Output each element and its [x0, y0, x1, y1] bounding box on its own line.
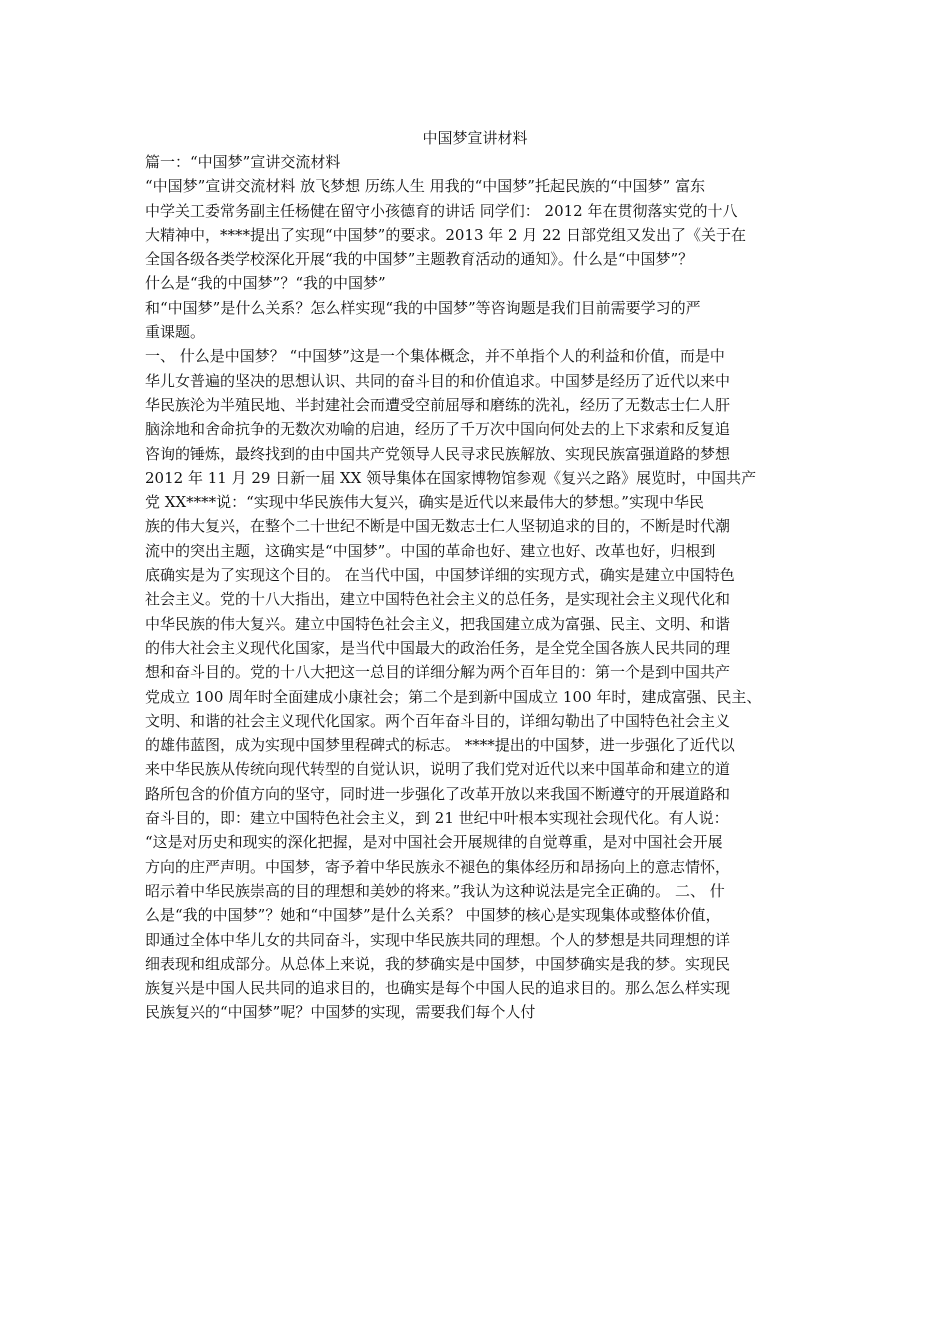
text-line: 华民族沦为半殖民地、半封建社会而遭受空前屈辱和磨练的洗礼，经历了无数志士仁人肝: [145, 395, 731, 414]
text-line: 民族复兴的“中国梦”呢？中国梦的实现，需要我们每个人付: [145, 1003, 536, 1022]
text-line: 全国各级各类学校深化开展“我的中国梦”主题教育活动的通知》。什么是“中国梦”？: [145, 250, 694, 269]
text-line: 中华民族的伟大复兴。建立中国特色社会主义，把我国建立成为富强、民主、文明、和谐: [145, 614, 731, 633]
text-line: 华儿女普遍的坚决的思想认识、共同的奋斗目的和价值追求。中国梦是经历了近代以来中: [145, 371, 731, 390]
text-line: 篇一：“中国梦”宣讲交流材料: [145, 153, 341, 171]
text-line: 即通过全体中华儿女的共同奋斗，实现中华民族共同的理想。个人的梦想是共同理想的详: [145, 930, 731, 949]
text-line: 想和奋斗目的。党的十八大把这一总目的详细分解为两个百年目的：第一个是到中国共产: [145, 663, 731, 682]
document-title: 中国梦宣讲材料: [422, 129, 528, 147]
text-line: 来中华民族从传统向现代转型的自觉认识，说明了我们党对近代以来中国革命和建立的道: [145, 760, 731, 779]
text-line: 大精神中，****提出了实现“中国梦”的要求。2013 年 2 月 22 日部党组又发出了《关于在: [145, 225, 746, 244]
text-line: 奋斗目的，即：建立中国特色社会主义，到 21 世纪中叶根本实现社会现代化。有人说：: [145, 809, 729, 828]
text-line: 一、 什么是中国梦？ “中国梦”这是一个集体概念，并不单指个人的利益和价值，而是中: [145, 347, 725, 366]
text-line: 昭示着中华民族崇高的目的理想和美妙的将来。”我认为这种说法是完全正确的。 二、 什: [145, 881, 725, 900]
text-line: 中学关工委常务副主任杨健在留守小孩德育的讲话 同学们： 2012 年在贯彻落实党的十八: [145, 201, 738, 220]
text-line: 和“中国梦”是什么关系？怎么样实现“我的中国梦”等咨询题是我们目前需要学习的严: [145, 298, 701, 317]
text-line: 脑涂地和舍命抗争的无数次劝喻的启迪，经历了千万次中国向何处去的上下求索和反复追: [145, 420, 731, 439]
text-line: “中国梦”宣讲交流材料 放飞梦想 历练人生 用我的“中国梦”托起民族的“中国梦” 富东: [145, 177, 706, 196]
text-line: 族的伟大复兴，在整个二十世纪不断是中国无数志士仁人坚韧追求的目的，不断是时代潮: [145, 517, 731, 536]
text-line: 流中的突出主题，这确实是“中国梦”。中国的革命也好、建立也好、改革也好，归根到: [145, 541, 716, 560]
text-line: 族复兴是中国人民共同的追求目的，也确实是每个中国人民的追求目的。那么怎么样实现: [145, 979, 731, 998]
document-body: [145, 150, 815, 1025]
text-line: “这是对历史和现实的深化把握，是对中国社会开展规律的自觉尊重，是对中国社会开展: [145, 833, 723, 852]
text-line: 咨询的锤炼，最终找到的由中国共产党领导人民寻求民族解放、实现民族富强道路的梦想: [145, 444, 731, 463]
text-line: 2012 年 11 月 29 日新一届 XX 领导集体在国家博物馆参观《复兴之路》展览时，中国共产: [145, 468, 757, 487]
text-line: 细表现和组成部分。从总体上来说，我的梦确实是中国梦，中国梦确实是我的梦。实现民: [145, 954, 731, 973]
text-line: 什么是“我的中国梦”？“我的中国梦”: [145, 274, 386, 293]
text-line: 党 XX****说：“实现中华民族伟大复兴，确实是近代以来最伟大的梦想。”实现中华民: [145, 493, 704, 512]
text-line: 重课题。: [145, 323, 206, 342]
text-line: 底确实是为了实现这个目的。 在当代中国，中国梦详细的实现方式，确实是建立中国特色: [145, 566, 735, 585]
text-line: 么是“我的中国梦”？她和“中国梦”是什么关系？ 中国梦的核心是实现集体或整体价值，: [145, 906, 721, 925]
text-line: 路所包含的价值方向的坚守，同时进一步强化了改革开放以来我国不断遵守的开展道路和: [145, 784, 731, 803]
text-line: 党成立 100 周年时全面建成小康社会；第二个是到新中国成立 100 年时，建成富强、民主、: [145, 687, 762, 706]
text-line: 社会主义。党的十八大指出，建立中国特色社会主义的总任务，是实现社会主义现代化和: [145, 590, 731, 609]
text-line: 的雄伟蓝图，成为实现中国梦里程碑式的标志。 ****提出的中国梦，进一步强化了近代以: [145, 736, 735, 755]
text-line: 的伟大社会主义现代化国家，是当代中国最大的政治任务，是全党全国各族人民共同的理: [145, 638, 731, 657]
text-line: 方向的庄严声明。中国梦，寄予着中华民族永不褪色的集体经历和昂扬向上的意志情怀，: [145, 857, 731, 876]
text-line: 文明、和谐的社会主义现代化国家。两个百年奋斗目的，详细勾勒出了中国特色社会主义: [145, 711, 731, 730]
